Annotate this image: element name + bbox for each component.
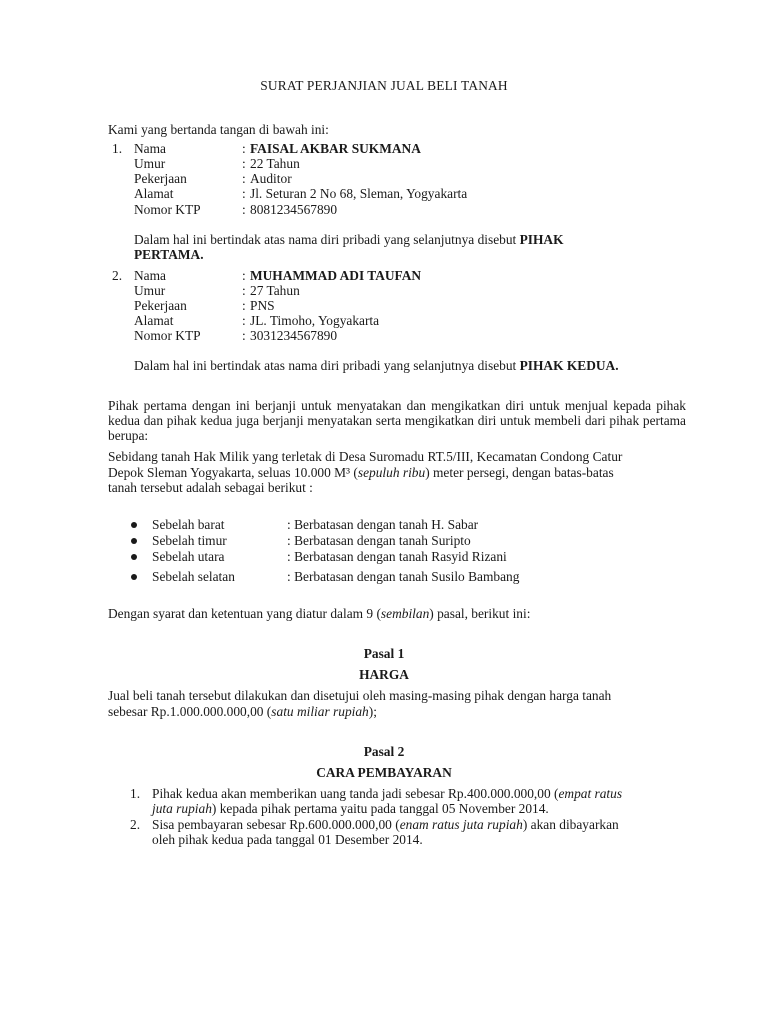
field-value: 22 Tahun: [250, 156, 300, 171]
intro-text: Kami yang bertanda tangan di bawah ini:: [108, 122, 329, 137]
field-value: Jl. Seturan 2 No 68, Sleman, Yogyakarta: [250, 186, 468, 201]
field-label: Nomor KTP: [134, 202, 201, 217]
item-italic: enam ratus juta rupiah: [399, 817, 523, 832]
boundary-value: : Berbatasan dengan tanah H. Sabar: [287, 517, 479, 532]
bullet-icon: [131, 538, 137, 544]
boundary-value: : Berbatasan dengan tanah Rasyid Rizani: [287, 549, 507, 564]
boundary-side: Sebelah timur: [152, 533, 227, 548]
statement-text: Dalam hal ini bertindak atas nama diri pribadi yang selanjutnya disebut: [134, 358, 520, 373]
field-label: Umur: [134, 283, 166, 298]
item-text: ) kepada pihak pertama yaitu pada tanggal 05 November 2014.: [211, 801, 549, 816]
pasal-2-item-line: oleh pihak kedua pada tanggal 01 Desember 2014.: [152, 832, 423, 847]
terms-text: ) pasal, berikut ini:: [429, 606, 531, 621]
pasal-1-italic: satu miliar rupiah: [271, 704, 369, 719]
land-paragraph-line1: Sebidang tanah Hak Milik yang terletak di Desa Suromadu RT.5/III, Kecamatan Condong Catur: [108, 449, 623, 464]
pasal-2-item-number: 2.: [130, 817, 141, 832]
land-text: ) meter persegi, dengan batas-batas: [425, 465, 614, 480]
land-paragraph-line2: [108, 465, 614, 480]
statement-bold: PIHAK: [519, 232, 564, 247]
land-text: Depok Sleman Yogyakarta, seluas 10.000 M³ (: [108, 465, 358, 480]
pasal-1-line1: Jual beli tanah tersebut dilakukan dan disetujui oleh masing-masing pihak dengan harga tanah: [108, 688, 612, 703]
field-value: 3031234567890: [250, 328, 338, 343]
bullet-icon: [131, 554, 137, 560]
terms-italic: sembilan: [380, 606, 430, 621]
terms-text: Dengan syarat dan ketentuan yang diatur dalam 9 (: [108, 606, 381, 621]
item-text: ) akan dibayarkan: [522, 817, 619, 832]
pasal-2-item-number: 1.: [130, 786, 141, 801]
field-colon: :: [242, 156, 246, 171]
agreement-paragraph: Pihak pertama dengan ini berjanji untuk menyatakan dan mengikatkan diri untuk menjual kepada pihak kedua dan pihak kedua juga berjanji menyatakan serta mengikatkan diri untuk membeli dari pihak pertama berupa:: [108, 398, 686, 443]
land-paragraph-line3: tanah tersebut adalah sebagai berikut :: [108, 480, 313, 495]
field-label: Alamat: [134, 313, 174, 328]
field-label: Nama: [134, 141, 166, 156]
item-italic: empat ratus: [558, 786, 623, 801]
field-value: Auditor: [250, 171, 292, 186]
field-value: 27 Tahun: [250, 283, 300, 298]
field-colon: :: [242, 141, 246, 156]
pasal-1-line2: [108, 704, 377, 719]
item-text: Sisa pembayaran sebesar Rp.600.000.000,00 (: [152, 817, 400, 832]
pasal-1-text: sebesar Rp.1.000.000.000,00 (: [108, 704, 272, 719]
field-label: Nama: [134, 268, 166, 283]
field-value: JL. Timoho, Yogyakarta: [250, 313, 380, 328]
statement-bold-line2: PERTAMA.: [134, 247, 204, 262]
boundary-side: Sebelah selatan: [152, 569, 235, 584]
item-italic: juta rupiah: [152, 801, 212, 816]
field-colon: :: [242, 202, 246, 217]
pasal-2-item-line: [152, 786, 622, 801]
statement-bold: PIHAK KEDUA.: [519, 358, 619, 373]
field-colon: :: [242, 171, 246, 186]
party-name: MUHAMMAD ADI TAUFAN: [250, 268, 422, 283]
party-number: 2.: [112, 268, 123, 283]
document-title: SURAT PERJANJIAN JUAL BELI TANAH: [260, 78, 508, 93]
pasal-2-item-line: [152, 801, 549, 816]
field-colon: :: [242, 298, 246, 313]
field-label: Alamat: [134, 186, 174, 201]
pasal-1-text: );: [368, 704, 377, 719]
terms-sentence: [108, 606, 530, 621]
land-italic: sepuluh ribu: [357, 465, 426, 480]
boundary-value: : Berbatasan dengan tanah Susilo Bambang: [287, 569, 520, 584]
party-statement: [134, 358, 619, 373]
field-colon: :: [242, 186, 246, 201]
field-label: Pekerjaan: [134, 298, 187, 313]
boundary-value: : Berbatasan dengan tanah Suripto: [287, 533, 471, 548]
pasal-2-subheading: CARA PEMBAYARAN: [316, 765, 452, 780]
party-name: FAISAL AKBAR SUKMANA: [250, 141, 421, 156]
boundary-side: Sebelah utara: [152, 549, 225, 564]
field-colon: :: [242, 268, 246, 283]
bullet-icon: [131, 522, 137, 528]
field-value: PNS: [250, 298, 275, 313]
field-colon: :: [242, 313, 246, 328]
field-value: 8081234567890: [250, 202, 338, 217]
party-statement: [134, 232, 564, 247]
pasal-1-heading: Pasal 1: [363, 646, 405, 661]
field-colon: :: [242, 283, 246, 298]
pasal-1-subheading: HARGA: [359, 667, 409, 682]
pasal-2-heading: Pasal 2: [363, 744, 405, 759]
item-text: Pihak kedua akan memberikan uang tanda jadi sebesar Rp.400.000.000,00 (: [152, 786, 559, 801]
field-label: Pekerjaan: [134, 171, 187, 186]
statement-text: Dalam hal ini bertindak atas nama diri pribadi yang selanjutnya disebut: [134, 232, 520, 247]
field-colon: :: [242, 328, 246, 343]
party-number: 1.: [112, 141, 123, 156]
bullet-icon: [131, 574, 137, 580]
boundary-side: Sebelah barat: [152, 517, 225, 532]
field-label: Umur: [134, 156, 166, 171]
pasal-2-item-line: [152, 817, 619, 832]
field-label: Nomor KTP: [134, 328, 201, 343]
